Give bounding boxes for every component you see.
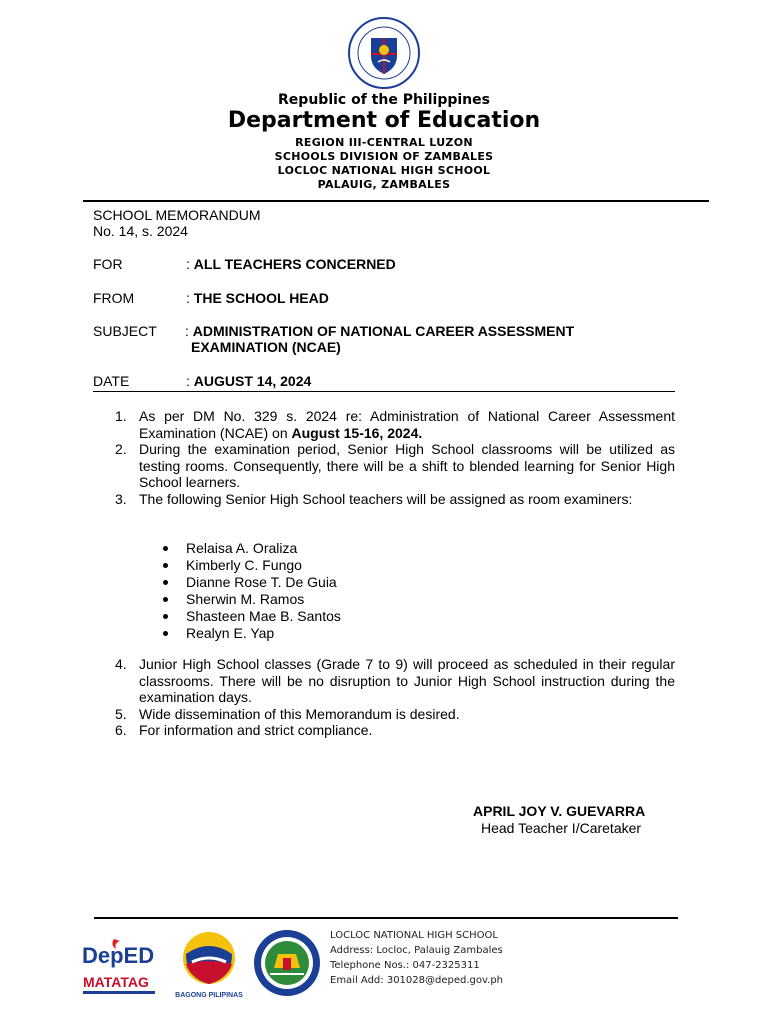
date-value: AUGUST 14, 2024	[193, 373, 312, 389]
department-heading: Department of Education	[227, 108, 541, 133]
for-value: ALL TEACHERS CONCERNED	[193, 256, 396, 272]
school-line: LOCLOC NATIONAL HIGH SCHOOL	[277, 164, 491, 177]
from-label: FROM	[93, 290, 135, 306]
footer-address: Address: Locloc, Palauig Zambales	[330, 945, 503, 956]
location-line: PALAUIG, ZAMBALES	[317, 178, 451, 191]
examiner-item: Realyn E. Yap	[160, 625, 341, 642]
memo-item-3: 3. The following Senior High School teachers will be assigned as room examiners:	[115, 490, 633, 507]
deped-matatag-logo	[80, 935, 160, 999]
date-label: DATE	[93, 373, 130, 389]
from-value: THE SCHOOL HEAD	[193, 290, 329, 306]
svg-text:BAGONG PILIPINAS: BAGONG PILIPINAS	[175, 992, 243, 999]
signatory-title: Head Teacher I/Caretaker	[481, 820, 642, 836]
footer-email: Email Add: 301028@deped.gov.ph	[330, 975, 504, 986]
examiner-item: Kimberly C. Fungo	[160, 557, 341, 574]
memo-item-1: 1. As per DM No. 329 s. 2024 re: Administration of National Career Assessment Examination (NCAE) on August 15-16, 2024.	[115, 408, 675, 441]
republic-heading: Republic of the Philippines	[278, 92, 490, 108]
examiner-item: Sherwin M. Ramos	[160, 591, 341, 608]
svg-text:DepED: DepED	[82, 943, 155, 968]
subject-value-line2: EXAMINATION (NCAE)	[191, 339, 341, 355]
memo-item-2: 2. During the examination period, Senior High School classrooms will be utilized as testing rooms. Consequently, there will be a shift to blended learning for Senior High School learners.	[115, 441, 675, 491]
examiner-item: Dianne Rose T. De Guia	[160, 574, 341, 591]
deped-seal-logo	[347, 16, 421, 90]
examiner-item: Relaisa A. Oraliza	[160, 540, 341, 557]
region-line: REGION III-CENTRAL LUZON	[295, 136, 473, 149]
memo-item-5: 5. Wide dissemination of this Memorandum is desired.	[115, 705, 460, 722]
header-divider	[83, 200, 709, 202]
exam-dates: August 15-16, 2024.	[291, 424, 423, 441]
school-seal-logo	[250, 928, 324, 998]
footer-school-name: LOCLOC NATIONAL HIGH SCHOOL	[330, 930, 498, 941]
signatory-name: APRIL JOY V. GUEVARRA	[473, 803, 646, 819]
memo-items-lower	[93, 656, 675, 739]
date-divider	[93, 391, 675, 392]
for-label: FOR	[93, 256, 123, 272]
subject-value-line1: ADMINISTRATION OF NATIONAL CAREER ASSESSMENT	[192, 323, 575, 339]
subject-label: SUBJECT	[93, 323, 157, 339]
memo-items-upper	[93, 408, 675, 508]
division-line: SCHOOLS DIVISION OF ZAMBALES	[274, 150, 494, 163]
memo-item-6: 6. For information and strict compliance.	[115, 722, 373, 739]
footer-telephone: Telephone Nos.: 047-2325311	[330, 960, 480, 971]
memo-title: SCHOOL MEMORANDUM	[93, 207, 261, 223]
memo-number: No. 14, s. 2024	[93, 223, 188, 239]
footer-divider	[94, 917, 678, 919]
svg-text:MATATAG: MATATAG	[83, 974, 149, 990]
memo-item-4: 4. Junior High School classes (Grade 7 to 9) will proceed as scheduled in their regular classrooms. There will be no disruption to Junior High School instruction during the examination days.	[115, 656, 675, 706]
bagong-pilipinas-logo	[172, 928, 246, 1000]
examiner-item: Shasteen Mae B. Santos	[160, 608, 341, 625]
examiner-list	[160, 540, 341, 642]
